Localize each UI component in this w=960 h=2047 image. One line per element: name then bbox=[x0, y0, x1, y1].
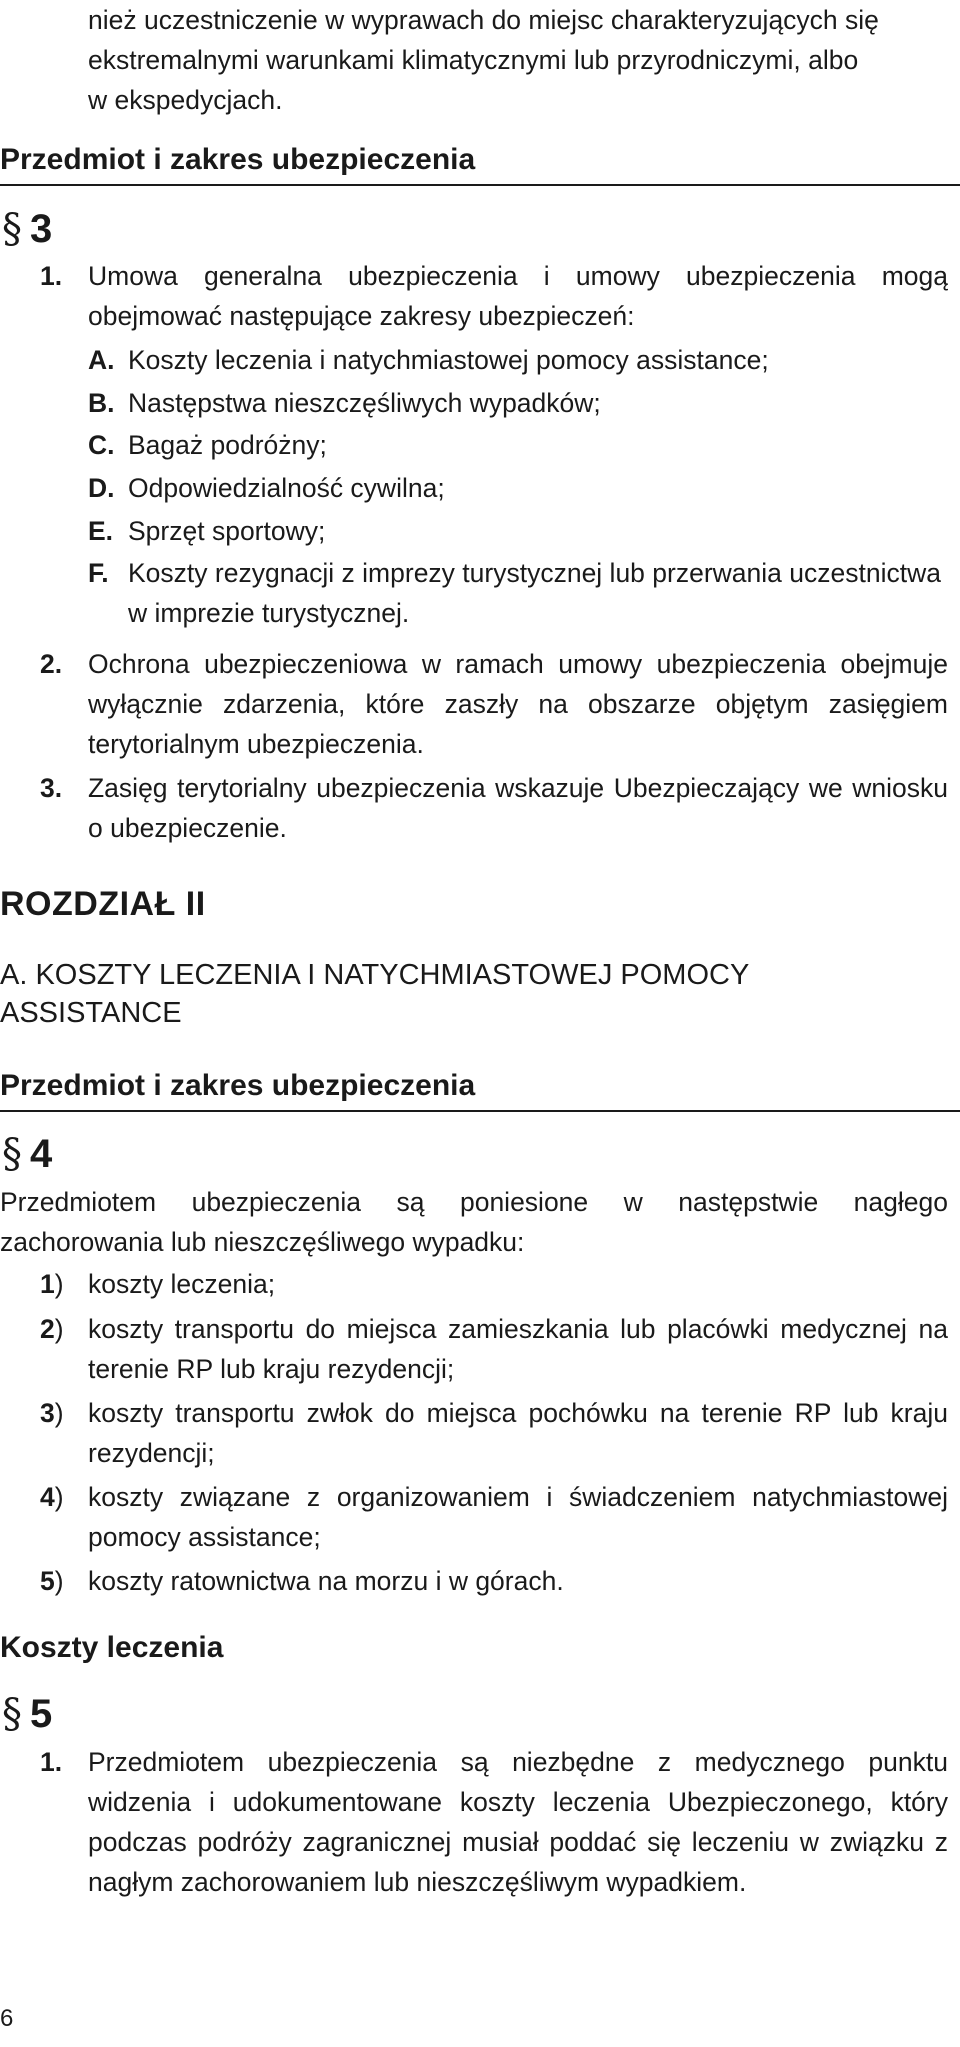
item-number: 4) bbox=[40, 1482, 64, 1512]
paragraph-number-value: 3 bbox=[30, 207, 53, 251]
list-item bbox=[88, 383, 948, 423]
item-number: 1. bbox=[40, 261, 63, 291]
item-letter: E. bbox=[88, 516, 114, 546]
item-text: koszty ratownictwa na morzu i w górach. bbox=[88, 1566, 564, 1596]
item-text: Bagaż podróżny; bbox=[128, 430, 327, 460]
item-text: Umowa generalna ubezpieczenia i umowy ubezpieczenia mogą obejmować następujące zakresy ubezpieczeń: bbox=[88, 261, 948, 331]
list-item bbox=[88, 511, 948, 551]
item-number: 3) bbox=[40, 1398, 64, 1428]
paragraph-number-value: 4 bbox=[30, 1132, 53, 1176]
item-text: Sprzęt sportowy; bbox=[128, 516, 326, 546]
intro-line: w ekspedycjach. bbox=[88, 85, 283, 115]
list-item bbox=[88, 425, 948, 465]
item-number: 3. bbox=[40, 773, 63, 803]
list-item bbox=[40, 1309, 948, 1389]
list-item bbox=[40, 1393, 948, 1473]
paragraph-number bbox=[2, 1690, 52, 1738]
list-item bbox=[40, 1477, 948, 1557]
item-text: koszty transportu zwłok do miejsca pochówku na terenie RP lub kraju rezydencji; bbox=[88, 1398, 948, 1468]
list-item bbox=[40, 644, 948, 764]
section-sign-icon: § bbox=[2, 1131, 22, 1177]
paragraph-number bbox=[2, 205, 52, 253]
item-number: 1. bbox=[40, 1747, 63, 1777]
item-letter: C. bbox=[88, 430, 115, 460]
list-item bbox=[40, 1561, 948, 1601]
paragraph-number bbox=[2, 1130, 52, 1178]
item-letter: A. bbox=[88, 345, 115, 375]
item-text: Przedmiotem ubezpieczenia są niezbędne z medycznego punktu widzenia i udokumentowane koszty leczenia Ubezpieczonego, który podczas podróży zagranicznej musiał poddać się leczeniu w związku z nagłym zachorowaniem lub nieszczęśliwym wypadkiem. bbox=[88, 1747, 948, 1897]
item-letter: F. bbox=[88, 558, 109, 588]
item-number: 2. bbox=[40, 649, 63, 679]
section-sign-icon: § bbox=[2, 206, 22, 252]
item-text: Ochrona ubezpieczeniowa w ramach umowy ubezpieczenia obejmuje wyłącznie zdarzenia, które zaszły na obszarze objętym zasięgiem terytorialnym ubezpieczenia. bbox=[88, 649, 948, 759]
item-text: Następstwa nieszczęśliwych wypadków; bbox=[128, 388, 601, 418]
item-text: Koszty leczenia i natychmiastowej pomocy assistance; bbox=[128, 345, 769, 375]
section-heading: Przedmiot i zakres ubezpieczenia bbox=[0, 143, 476, 176]
list-item bbox=[88, 468, 948, 508]
item-text: koszty związane z organizowaniem i świadczeniem natychmiastowej pomocy assistance; bbox=[88, 1482, 948, 1552]
section-sign-icon: § bbox=[2, 1691, 22, 1737]
item-number: 5) bbox=[40, 1566, 64, 1596]
section-rule bbox=[0, 1110, 960, 1112]
item-text: Zasięg terytorialny ubezpieczenia wskazuje Ubezpieczający we wniosku o ubezpieczenie. bbox=[88, 773, 948, 843]
item-text: koszty transportu do miejsca zamieszkania lub placówki medycznej na terenie RP lub kraju rezydencji; bbox=[88, 1314, 948, 1384]
section-heading: Przedmiot i zakres ubezpieczenia bbox=[0, 1069, 476, 1102]
item-letter: D. bbox=[88, 473, 115, 503]
section-intro-paragraph: Przedmiotem ubezpieczenia są poniesione w następstwie nagłego zachorowania lub nieszczęśliwego wypadku: bbox=[0, 1187, 948, 1257]
item-text: koszty leczenia; bbox=[88, 1269, 276, 1299]
intro-paragraph bbox=[88, 0, 948, 120]
item-number: 1) bbox=[40, 1269, 64, 1299]
chapter-title: ROZDZIAŁ II bbox=[0, 885, 206, 923]
list-item bbox=[40, 768, 948, 848]
section-heading: Koszty leczenia bbox=[0, 1631, 224, 1664]
item-text: Odpowiedzialność cywilna; bbox=[128, 473, 445, 503]
item-letter: B. bbox=[88, 388, 115, 418]
list-item bbox=[40, 1742, 948, 1902]
section-rule bbox=[0, 184, 960, 186]
list-item bbox=[40, 256, 948, 336]
paragraph-number-value: 5 bbox=[30, 1692, 53, 1736]
page-number: 6 bbox=[0, 2005, 14, 2032]
list-item bbox=[88, 340, 948, 380]
list-item bbox=[88, 553, 948, 633]
chapter-subtitle: A. KOSZTY LECZENIA I NATYCHMIASTOWEJ POMOCY ASSISTANCE bbox=[0, 959, 749, 1029]
intro-line: nież uczestniczenie w wyprawach do miejsc charakteryzujących się bbox=[88, 5, 879, 35]
intro-line: ekstremalnymi warunkami klimatycznymi lub przyrodniczymi, albo bbox=[88, 45, 859, 75]
item-number: 2) bbox=[40, 1314, 64, 1344]
item-text: Koszty rezygnacji z imprezy turystycznej lub przerwania uczestnictwa w imprezie turystycznej. bbox=[128, 558, 941, 628]
list-item bbox=[40, 1264, 948, 1304]
